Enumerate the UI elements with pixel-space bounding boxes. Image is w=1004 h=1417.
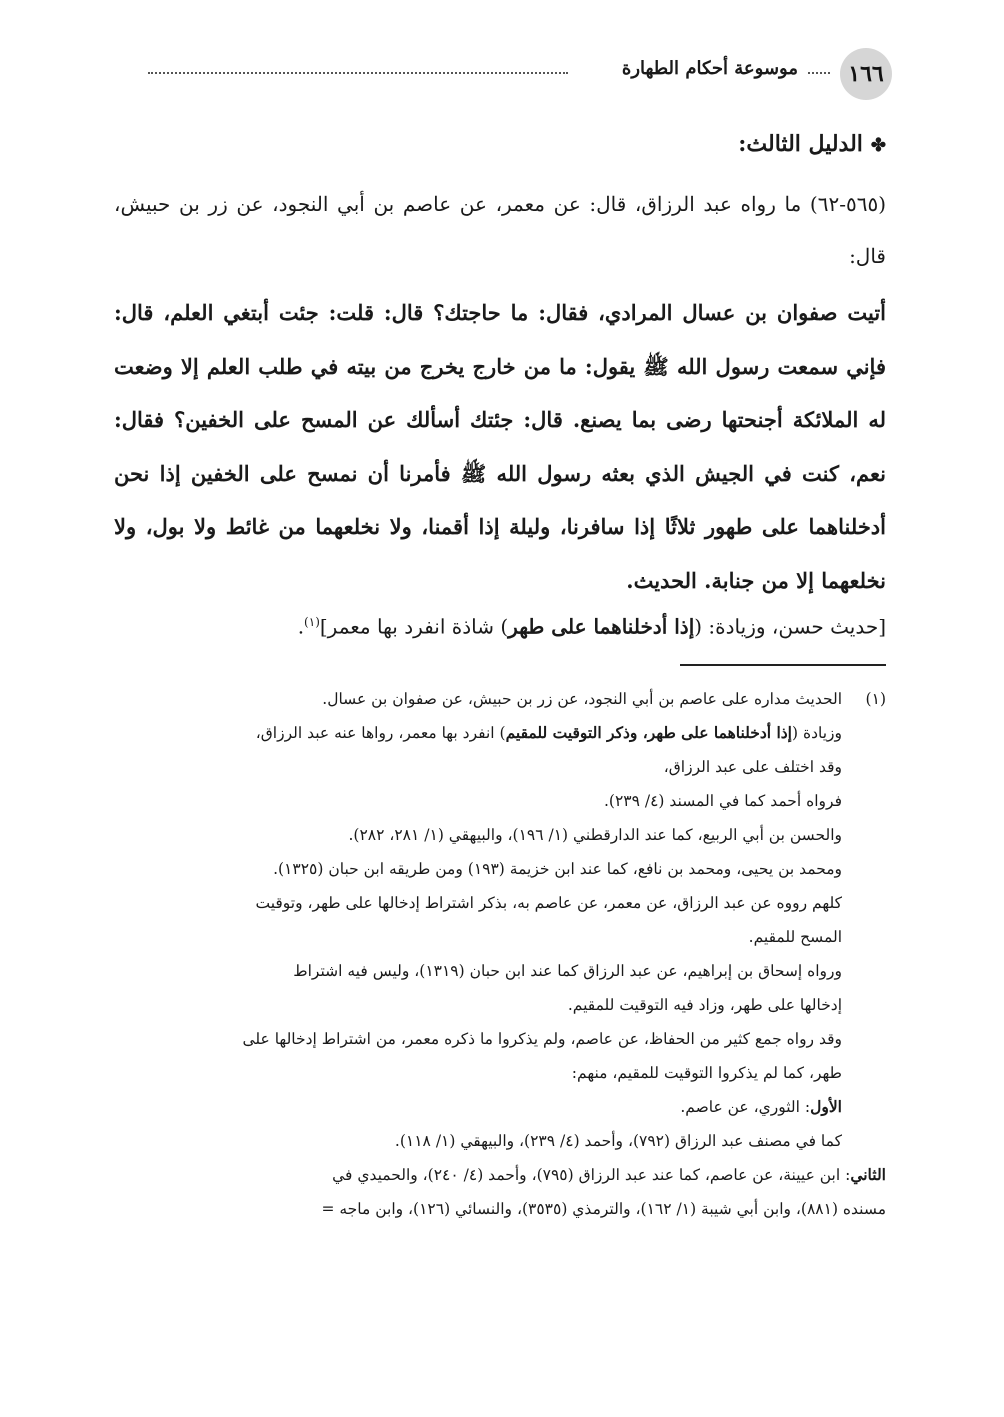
footnote-line-text: كلهم رووه عن عبد الرزاق، عن معمر، عن عاصم به، بذكر اشتراط إدخالها على طهر، وتوقيت bbox=[255, 894, 842, 912]
footnote-line bbox=[114, 716, 886, 750]
footnote-line-text: : الثوري، عن عاصم. bbox=[680, 1098, 811, 1116]
hadith-text: أتيت صفوان بن عسال المرادي، فقال: ما حاجتك؟ قال: قلت: جئت أبتغي العلم، قال: فإني سمعت رسول الله ﷺ يقول: ما من خارج يخرج من بيته في طلب العلم إلا وضعت له الملائكة أجنحتها رضى بما يصنع. قال: جئتك أسألك عن المسح على الخفين؟ فقال: نعم، كنت في الجيش الذي بعثه رسول الله ﷺ فأمرنا أن نمسح على الخفين إذا نحن أدخلناهما على طهور ثلاثًا إذا سافرنا، وليلة إذا أقمنا، ولا نخلعهما من غائط ولا بول، ولا نخلعهما إلا من جنابة. الحديث. bbox=[114, 300, 886, 593]
footnote-line bbox=[114, 682, 886, 716]
section-heading-text: الدليل الثالث: bbox=[738, 131, 863, 157]
section-heading bbox=[114, 124, 886, 166]
isnad-paragraph: (٥٦٥-٦٢) ما رواه عبد الرزاق، قال: عن معمر، عن عاصم بن أبي النجود، عن زر بن حبيش، قال: bbox=[114, 192, 886, 268]
footnote-line bbox=[114, 1056, 886, 1090]
footnote-line-bold: الأول bbox=[810, 1097, 842, 1116]
verdict-bold: إذا أدخلناهما على طهر bbox=[508, 614, 695, 639]
header-dots-left bbox=[148, 72, 568, 74]
footnote-line-text: : ابن عيينة، عن عاصم، كما عند عبد الرزاق (٧٩٥)، وأحمد (٤/ ٢٤٠)، والحميدي في bbox=[332, 1166, 851, 1184]
footnote-line bbox=[114, 920, 886, 954]
footnote-line-text: الحديث مداره على عاصم بن أبي النجود، عن زر بن حبيش، عن صفوان بن عسال. bbox=[322, 690, 842, 708]
footnote-line bbox=[114, 1192, 886, 1226]
footnote-marker: (١) bbox=[304, 615, 320, 629]
footnote-line-text: المسح للمقيم. bbox=[748, 928, 842, 946]
verdict-end: . bbox=[297, 614, 305, 639]
footnote-line-text: وقد رواه جمع كثير من الحفاظ، عن عاصم، ولم يذكروا ما ذكره معمر، من اشتراط إدخالها على bbox=[242, 1030, 842, 1048]
footnote-line-text: كما في مصنف عبد الرزاق (٧٩٢)، وأحمد (٤/ ٢٣٩)، والبيهقي (١/ ١١٨). bbox=[394, 1132, 842, 1150]
footnote-line-bold: الثاني bbox=[850, 1165, 886, 1184]
footnote-line-text: وقد اختلف على عبد الرزاق، bbox=[663, 758, 842, 776]
footnote-line bbox=[114, 784, 886, 818]
footnote-line bbox=[114, 852, 886, 886]
ornament-icon: ✤ bbox=[870, 135, 886, 156]
footnote-line bbox=[114, 1022, 886, 1056]
footnote-line-text: ) انفرد بها معمر، رواها عنه عبد الرزاق، bbox=[255, 724, 506, 742]
footnote-line bbox=[114, 988, 886, 1022]
page-header bbox=[140, 48, 892, 100]
verdict-before: [حديث حسن، وزيادة: ( bbox=[694, 614, 886, 639]
book-title: موسوعة أحكام الطهارة bbox=[621, 58, 798, 79]
footnote-line-text: مسنده (٨٨١)، وابن أبي شيبة (١/ ١٦٢)، والترمذي (٣٥٣٥)، والنسائي (١٢٦)، وابن ماجه = bbox=[321, 1200, 886, 1218]
header-dots-right bbox=[808, 72, 830, 74]
footnote-line-text: إدخالها على طهر، وزاد فيه التوقيت للمقيم. bbox=[567, 996, 842, 1014]
footnote-line bbox=[114, 886, 886, 920]
footnote-line-text: طهر، كما لم يذكروا التوقيت للمقيم، منهم: bbox=[571, 1064, 842, 1082]
footnote-line-text: ومحمد بن يحيى، ومحمد بن نافع، كما عند ابن خزيمة (١٩٣) ومن طريقه ابن حبان (١٣٢٥). bbox=[273, 860, 842, 878]
footnote-line-text: فرواه أحمد كما في المسند (٤/ ٢٣٩). bbox=[603, 792, 842, 810]
hadith-verdict bbox=[114, 598, 886, 651]
footnote-line-text: والحسن بن أبي الربيع، كما عند الدارقطني (١/ ١٩٦)، والبيهقي (١/ ٢٨١، ٢٨٢). bbox=[348, 826, 842, 844]
verdict-after: ) شاذة انفرد بها معمر] bbox=[319, 614, 509, 639]
page-number: ١٦٦ bbox=[840, 48, 892, 100]
footnote-line-text: ورواه إسحاق بن إبراهيم، عن عبد الرزاق كما عند ابن حبان (١٣١٩)، وليس فيه اشتراط bbox=[293, 962, 842, 980]
footnote-separator bbox=[680, 664, 886, 666]
footnote bbox=[114, 682, 886, 1226]
footnote-line bbox=[114, 954, 886, 988]
footnote-line bbox=[114, 1124, 886, 1158]
footnote-number: (١) bbox=[865, 690, 886, 708]
footnote-line bbox=[114, 818, 886, 852]
footnote-line-bold: إذا أدخلناهما على طهر، وذكر التوقيت للمقيم bbox=[505, 723, 792, 742]
footnote-line-text: وزيادة ( bbox=[791, 724, 842, 742]
footnote-line bbox=[114, 1158, 886, 1192]
footnote-line bbox=[114, 750, 886, 784]
footnote-line bbox=[114, 1090, 886, 1124]
